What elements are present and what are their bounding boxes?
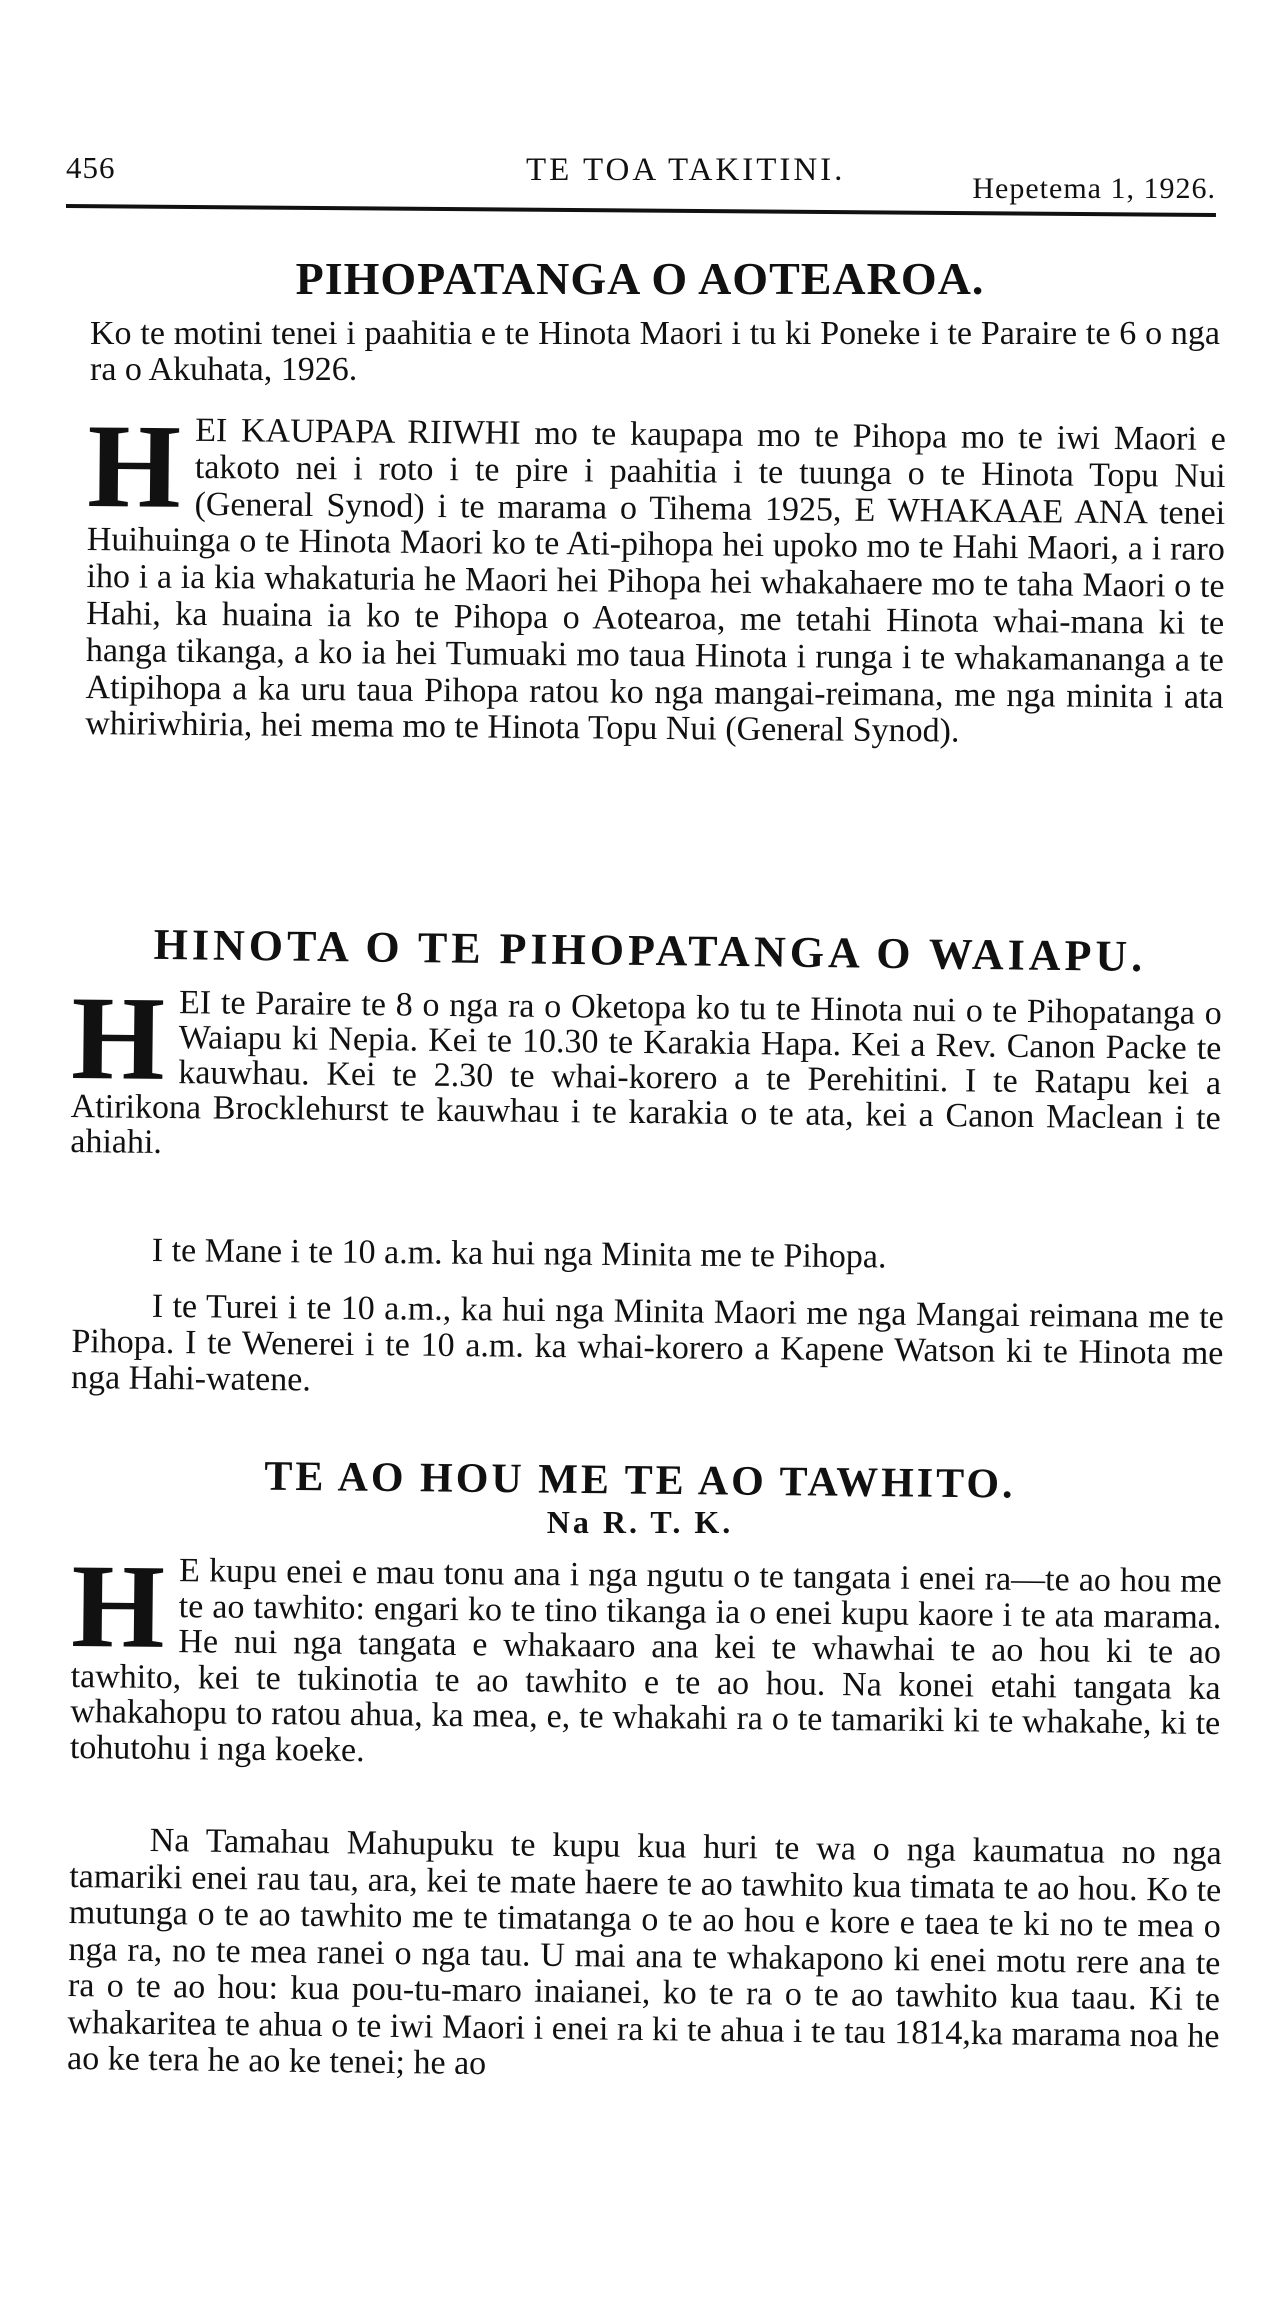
article-body-hinota-1	[70, 971, 1222, 1171]
body-text: EI te Paraire te 8 o nga ra o Oketopa ko tu te Hinota nui o te Pihopatanga o Waiapu ki Nepia. Kei te 10.30 te Karakia Hapa. Kei a Rev. Canon Packe te kauwhau. Kei te 2.30 te whai-korero a te Perehitini. I te Ratapu kei a Atirikona Brocklehurst te kauwhau i te karakia o te ata, kei a Canon Maclean i te ahiahi.	[70, 984, 1222, 1161]
article-title-te-ao-hou: TE AO HOU ME TE AO TAWHITO.	[264, 1453, 1016, 1508]
article-body-pihopatanga	[85, 399, 1226, 753]
paragraph-indent	[70, 1850, 150, 1851]
issue-date: Hepetema 1, 1926.	[972, 172, 1216, 205]
body-text: Na Tamahau Mahupuku te kupu kua huri te wa o nga kaumatua no nga tamariki enei rau tau, ara, kei te mate haere te ao tawhito kua timata te ao hou. Ko te mutunga o te ao tawhito me te timatanga o te ao hou e kore e taea te ki no te mea o nga ra, no te mea ranei o nga tau. U mai ana te whakapono ki enei motu rere ana te ra o te ao hou: kua pou-tu-maro inaianei, ko te ra o te ao tawhito kua taau. Ki te whakaritea te ahua o te iwi Maori i enei ra ki te ahua i te tau 1814,ka marama noa he ao ke tera he ao ke tenei; he ao	[66, 1821, 1222, 2083]
running-header	[66, 150, 1216, 206]
article-title-pihopatanga: PIHOPATANGA O AOTEAROA.	[295, 253, 985, 304]
magazine-title: TE TOA TAKITINI.	[526, 152, 846, 188]
article-body-hinota-3	[71, 1288, 1224, 1408]
article-byline: Na R. T. K.	[546, 1504, 734, 1540]
article-body-te-ao-hou-1	[69, 1539, 1222, 1777]
article-intro: Ko te motini tenei i paahitia e te Hinota Maori i tu ki Poneke i te Paraire te 6 o nga ra o Akuhata, 1926.	[90, 315, 1220, 388]
article-body-te-ao-hou-2	[67, 1822, 1222, 2092]
drop-cap: H	[70, 1539, 166, 1673]
body-text: I te Turei i te 10 a.m., ka hui nga Minita Maori me nga Mangai reimana me te Pihopa. I te Wenerei i te 10 a.m. ka whai-korero a Kapene Watson ki te Hinota me nga Hahi-watene.	[70, 1287, 1224, 1399]
page-number: 456	[66, 150, 116, 185]
article-body-hinota-2: I te Mane i te 10 a.m. ka hui nga Minita me te Pihopa.	[151, 1232, 887, 1276]
body-text: EI KAUPAPA RIIWHI mo te kaupapa mo te Pihopa mo te iwi Maori e takoto nei i roto i te pire i paahitia i te tuunga o te Hinota Topu Nui (General Synod) i te marama o Tihema 1925, E WHAKAAE ANA tenei Huihuinga o te Hinota Maori ko te Ati-pihopa hei upoko mo te Hahi Maori, a i raro iho i a ia kia whakaturia he Maori hei Pihopa hei whakahaere mo te taha Maori o te Hahi, ka huaina ia ko te Pihopa o Aotearoa, me tetahi Hinota whai-mana ki te hanga tikanga, a ko ia hei Tumuaki mo taua Hinota i runga i te whakamananga a te Atipihopa a ka uru taua Pihopa ratou ko nga mangai-reimana, me nga minita i ata whiriwhiria, hei mema mo te Hinota Topu Nui (General Synod).	[85, 411, 1226, 750]
paragraph-indent	[72, 1316, 152, 1317]
body-text: E kupu enei e mau tonu ana i nga ngutu o te tangata i enei ra—te ao hou me te ao tawhito: engari ko te tino tikanga ia o enei kupu kaore i te ata marama. He nui nga tangata e whakaaro ana kei te whawhai te ao hou ki te ao tawhito, kei te tukinotia te ao tawhito e te ao hou. Na konei etahi tangata ka whakahopu to ratou ahua, ka mea, e, te whakahi ra o te tamariki ki te whakahe, ki te tohutohu i nga koeke.	[69, 1552, 1222, 1769]
drop-cap: H	[86, 399, 182, 533]
drop-cap: H	[70, 971, 166, 1105]
article-title-hinota-waiapu: HINOTA O TE PIHOPATANGA O WAIAPU.	[153, 919, 1147, 982]
